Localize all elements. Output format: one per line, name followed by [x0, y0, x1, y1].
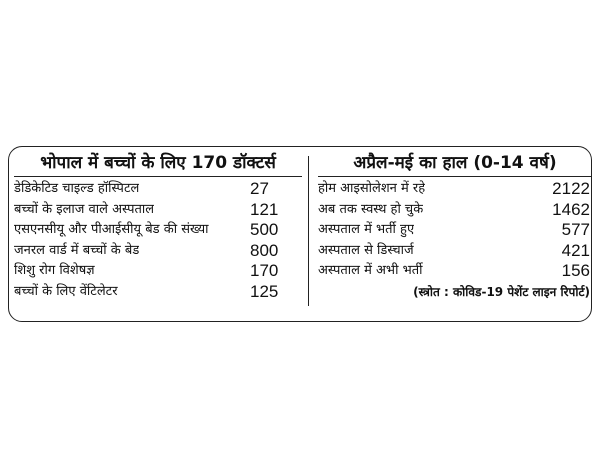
row-label: डेडिकेटिड चाइल्ड हॉस्पिटल	[14, 181, 140, 196]
panel-title: भोपाल में बच्चों के लिए 170 डॉक्टर्स	[14, 150, 302, 177]
row-value: 500	[250, 220, 279, 239]
april-may-status-panel	[318, 150, 592, 302]
row-value: 800	[250, 240, 279, 260]
row-label: शिशु रोग विशेषज्ञ	[14, 263, 95, 278]
row-label: एसएनसीयू और पीआईसीयू बेड की संख्या	[14, 222, 209, 237]
row-value: 125	[250, 281, 279, 301]
table-row	[14, 200, 302, 221]
row-label: बच्चों के इलाज वाले अस्पताल	[14, 201, 155, 217]
table-row	[318, 261, 592, 282]
table-row	[318, 220, 592, 241]
row-label: जनरल वार्ड में बच्चों के बेड	[14, 242, 140, 258]
row-value: 27	[250, 179, 269, 198]
panel-title: अप्रैल-मई का हाल (0-14 वर्ष)	[318, 150, 592, 177]
table-row	[318, 241, 592, 262]
row-label: अब तक स्वस्थ हो चुके	[318, 201, 424, 217]
row-value: 2122	[552, 179, 590, 198]
column-divider	[308, 156, 309, 306]
row-value: 577	[561, 220, 590, 239]
table-row	[14, 220, 302, 241]
table-row	[318, 200, 592, 221]
table-row	[318, 179, 592, 200]
table-row	[14, 179, 302, 200]
table-row	[14, 261, 302, 282]
row-value: 1462	[552, 199, 590, 219]
row-label: बच्चों के लिए वेंटिलेटर	[14, 283, 118, 299]
row-value: 170	[250, 261, 279, 280]
row-label: अस्पताल में अभी भर्ती	[318, 263, 423, 278]
table-row	[14, 241, 302, 262]
row-value: 121	[250, 199, 279, 219]
source-note: (स्त्रोत : कोविड-19 पेशेंट लाइन रिपोर्ट)	[413, 284, 590, 299]
row-value: 156	[561, 261, 590, 280]
row-label: अस्पताल से डिस्चार्ज	[318, 242, 414, 258]
bhopal-doctors-panel	[14, 150, 302, 302]
row-label: अस्पताल में भर्ती हुए	[318, 222, 415, 237]
row-value: 421	[561, 240, 590, 260]
table-row	[14, 282, 302, 303]
row-label: होम आइसोलेशन में रहे	[318, 181, 426, 196]
